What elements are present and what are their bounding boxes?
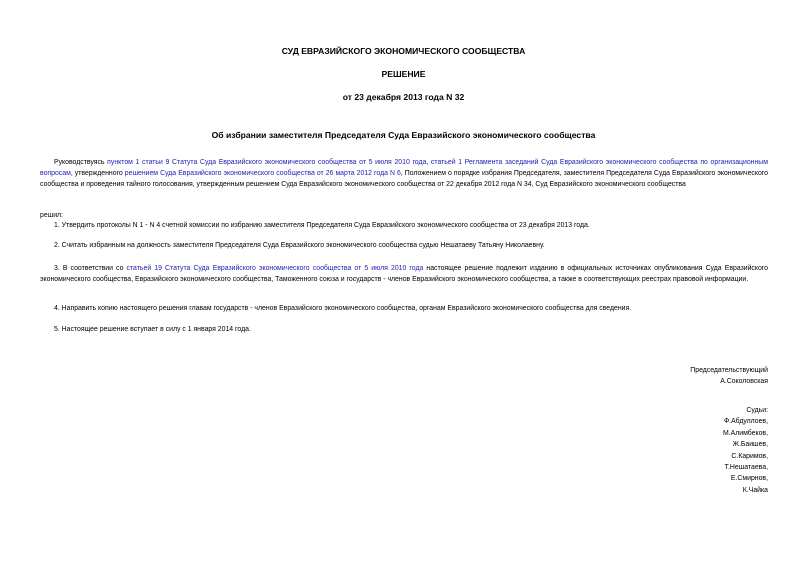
document-title: Об избрании заместителя Председателя Суда Евразийского экономического сообщества [211, 130, 596, 140]
presiding-block [690, 365, 768, 388]
item-3 [40, 263, 768, 285]
statute-article-19-link[interactable]: статьей 19 Статута Суда Евразийского экономического сообщества от 5 июля 2010 года [126, 265, 424, 272]
preamble-text-3: , утвержденного [70, 170, 125, 178]
item-3-text-b: настоящее решение подлежит изданию в официальных источниках опубликования Суда Евразийского экономического сообщества, Евразийского экономического сообщества, Таможенного союза и государств - членов Евразийского экономического сообщества, а также в соответствующих реестрах правовой информации. [40, 265, 768, 284]
judge-name: М.Алимбеков, [723, 429, 768, 437]
judge-name: К.Чайка [742, 486, 768, 494]
document-date-number: от 23 декабря 2013 года N 32 [342, 92, 465, 102]
court-name: СУД ЕВРАЗИЙСКОГО ЭКОНОМИЧЕСКОГО СООБЩЕСТВА [281, 46, 526, 56]
document-type: РЕШЕНИЕ [381, 69, 426, 79]
judge-name: Ж.Баишев, [732, 441, 768, 449]
preamble-paragraph [40, 157, 768, 191]
preamble-text-4: , Положением о порядке избрания Председателя, заместителя Председателя Суда Евразийского экономического сообщества и проведения тайного голосования, утвержденным решением Суда Евразийского экономического сообщества от 22 декабря 2012 года N 34, Суд Евразийского экономического сообщества [40, 170, 768, 189]
presiding-name: А.Соколовская [720, 378, 768, 386]
resolved-label: решил: [40, 212, 63, 219]
preamble-text-2: , [426, 159, 431, 166]
judge-name: Т.Нешатаева, [724, 464, 768, 472]
item-4: 4. Направить копию настоящего решения главам государств - членов Евразийского экономического сообщества, органам Евразийского экономического сообщества для сведения. [54, 305, 632, 312]
regulation-link[interactable]: статьей 1 Регламента заседаний Суда Евразийского экономического сообщества по организационным вопросам [40, 159, 768, 178]
preamble-text-1: Руководствуясь [54, 159, 108, 166]
judge-name: Е.Смирнов, [730, 475, 768, 483]
item-1: 1. Утвердить протоколы N 1 - N 4 счетной комиссии по избранию заместителя Председателя Суда Евразийского экономического сообщества от 23 декабря 2013 года. [54, 222, 590, 229]
judge-name: С.Каримов, [731, 452, 768, 460]
item-5: 5. Настоящее решение вступает в силу с 1 января 2014 года. [54, 326, 251, 333]
statute-link[interactable]: пунктом 1 статьи 9 Статута Суда Евразийского экономического сообщества от 5 июля 2010 года [107, 159, 427, 166]
court-decision-link[interactable]: решением Суда Евразийского экономического сообщества от 26 марта 2012 года N 6 [124, 170, 401, 178]
judges-block [723, 405, 768, 496]
item-3-text-a: 3. В соответствии со [54, 265, 127, 272]
item-2: 2. Считать избранным на должность заместителя Председателя Суда Евразийского экономического сообщества судью Нешатаеву Татьяну Николаевну. [54, 242, 545, 249]
judges-label: Судьи: [746, 407, 768, 414]
judge-name: Ф.Абдуллоев, [723, 418, 768, 426]
presiding-label: Председательствующий [690, 367, 768, 374]
